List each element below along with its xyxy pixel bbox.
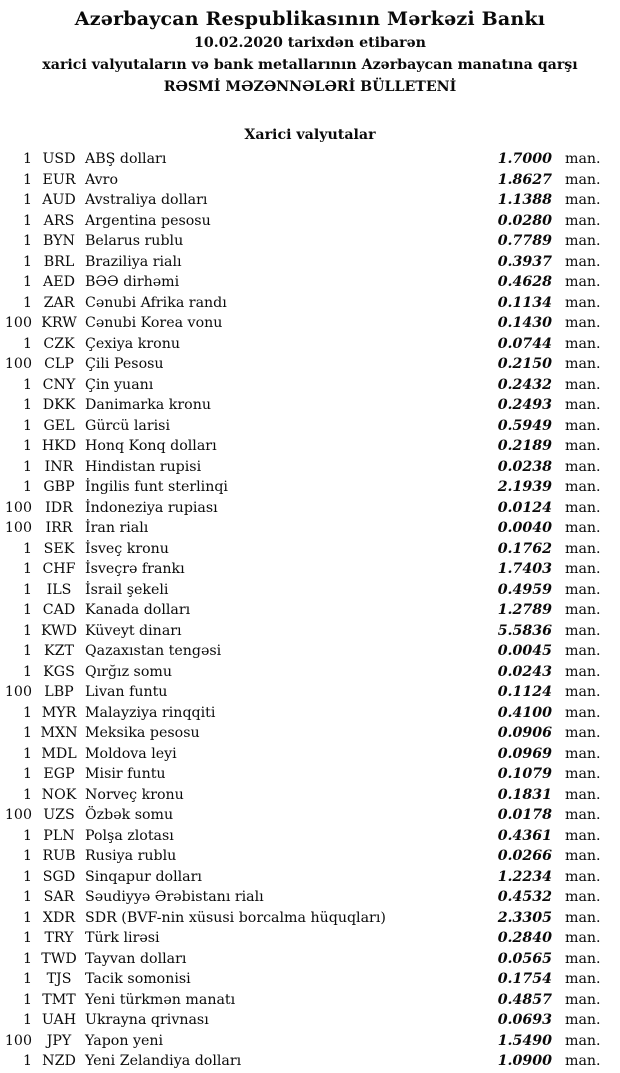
currency-quantity: 1	[22, 561, 32, 577]
currency-row	[0, 375, 620, 396]
currency-name: Tacik somonisi	[85, 971, 191, 987]
currency-quantity: 1	[22, 704, 32, 721]
currency-quantity: 100	[4, 356, 32, 372]
exchange-rate-value: 1.2234	[497, 868, 552, 885]
currency-row	[0, 580, 620, 601]
currency-quantity: 1	[22, 192, 32, 208]
currency-name: Argentina pesosu	[85, 212, 211, 229]
currency-row	[0, 826, 620, 847]
unit-label: man.	[565, 561, 601, 577]
exchange-rate-value: 0.2840	[497, 930, 552, 946]
unit-label: man.	[565, 540, 601, 557]
currency-name: Livan funtu	[85, 684, 168, 700]
unit-label: man.	[565, 786, 601, 803]
currency-code: USD	[42, 151, 76, 167]
currency-row	[0, 272, 620, 293]
currency-code: TMT	[42, 991, 76, 1008]
currency-code: SAR	[43, 889, 75, 905]
exchange-rate-value: 0.4532	[497, 889, 552, 905]
exchange-rate-value: 0.0178	[497, 807, 552, 823]
currency-quantity: 1	[22, 786, 32, 803]
unit-label: man.	[565, 889, 601, 905]
currency-code: MYR	[41, 704, 77, 721]
currency-row	[0, 785, 620, 806]
currency-name: Ukrayna qrivnası	[85, 1012, 209, 1028]
currency-name: İsveçrə frankı	[85, 561, 185, 577]
currency-quantity: 1	[22, 233, 32, 249]
currency-row	[0, 662, 620, 683]
currency-row	[0, 293, 620, 314]
currency-row	[0, 416, 620, 437]
unit-label: man.	[565, 581, 601, 598]
currency-name: Qırğız somu	[85, 663, 172, 680]
currency-quantity: 100	[4, 499, 32, 516]
exchange-rate-value: 1.1388	[497, 192, 552, 208]
currency-name: Tayvan dolları	[85, 950, 187, 967]
currency-quantity: 100	[4, 1032, 32, 1049]
exchange-rate-value: 0.4628	[497, 274, 552, 290]
currency-row	[0, 600, 620, 621]
currency-name: Kanada dolları	[85, 602, 191, 618]
currency-row	[0, 354, 620, 375]
currency-name: Avro	[85, 171, 119, 188]
currency-code: BRL	[43, 253, 75, 270]
currency-row	[0, 395, 620, 416]
exchange-rate-value: 0.2150	[497, 356, 552, 372]
currency-quantity: 100	[4, 684, 32, 700]
unit-label: man.	[565, 807, 601, 823]
exchange-rate-value: 0.4959	[497, 581, 552, 598]
unit-label: man.	[565, 1012, 601, 1028]
subtitle-line: xarici valyutaların və bank metallarının Azərbaycan manatına qarşı	[42, 57, 578, 73]
currency-name: ABŞ dolları	[85, 151, 167, 167]
unit-label: man.	[565, 909, 601, 926]
currency-quantity: 100	[4, 315, 32, 331]
currency-row	[0, 908, 620, 929]
unit-label: man.	[565, 848, 601, 864]
exchange-rate-value: 2.3305	[497, 909, 552, 926]
unit-label: man.	[565, 274, 601, 290]
currency-name: Qazaxıstan tengəsi	[85, 643, 222, 659]
currency-code: KZT	[44, 643, 74, 659]
currency-name: Danimarka kronu	[85, 397, 211, 413]
currency-row	[0, 498, 620, 519]
currency-code: TWD	[41, 950, 77, 967]
currency-quantity: 1	[22, 1012, 32, 1028]
currency-code: INR	[44, 458, 74, 475]
exchange-rate-value: 0.1124	[497, 684, 552, 700]
exchange-rate-value: 1.7000	[497, 151, 552, 167]
currency-quantity: 100	[4, 807, 32, 823]
currency-quantity: 1	[22, 438, 32, 454]
currency-row	[0, 969, 620, 990]
exchange-rate-value: 0.4361	[497, 827, 552, 844]
currency-code: NZD	[42, 1053, 76, 1069]
exchange-rate-value: 5.5836	[497, 622, 552, 639]
currency-name: Yeni Zelandiya dolları	[85, 1053, 242, 1069]
currency-quantity: 1	[22, 745, 32, 762]
currency-code: AUD	[42, 192, 76, 208]
unit-label: man.	[565, 971, 601, 987]
currency-quantity: 1	[22, 848, 32, 864]
unit-label: man.	[565, 294, 601, 311]
currency-code: RUB	[42, 848, 76, 864]
currency-row	[0, 539, 620, 560]
currency-quantity: 1	[22, 417, 32, 434]
currency-code: MDL	[41, 745, 77, 762]
unit-label: man.	[565, 499, 601, 516]
currency-row	[0, 764, 620, 785]
currency-row	[0, 621, 620, 642]
unit-label: man.	[565, 1032, 601, 1049]
unit-label: man.	[565, 212, 601, 229]
exchange-rate-value: 2.1939	[497, 479, 552, 495]
currency-row	[0, 436, 620, 457]
currency-row	[0, 744, 620, 765]
currency-name: Səudiyyə Ərəbistanı rialı	[85, 889, 264, 905]
currency-code: SEK	[43, 540, 75, 557]
exchange-rate-value: 0.0045	[497, 643, 552, 659]
currency-code: GBP	[43, 479, 75, 495]
unit-label: man.	[565, 663, 601, 680]
currency-quantity: 1	[22, 335, 32, 352]
unit-label: man.	[565, 827, 601, 844]
currency-quantity: 1	[22, 294, 32, 311]
currency-code: HKD	[41, 438, 77, 454]
unit-label: man.	[565, 868, 601, 885]
currency-code: ZAR	[43, 294, 75, 311]
currency-row	[0, 682, 620, 703]
currency-code: BYN	[43, 233, 75, 249]
unit-label: man.	[565, 479, 601, 495]
unit-label: man.	[565, 1053, 601, 1069]
currency-name: İngilis funt sterlinqi	[85, 479, 228, 495]
unit-label: man.	[565, 417, 601, 434]
exchange-rate-value: 0.1430	[497, 315, 552, 331]
currency-name: İsrail şekeli	[85, 581, 169, 598]
exchange-rate-value: 0.0906	[497, 725, 552, 741]
unit-label: man.	[565, 950, 601, 967]
currency-code: TJS	[46, 971, 72, 987]
currency-code: UZS	[43, 807, 75, 823]
unit-label: man.	[565, 171, 601, 188]
currency-quantity: 1	[22, 868, 32, 885]
currency-name: Belarus rublu	[85, 233, 184, 249]
currency-quantity: 1	[22, 827, 32, 844]
currency-name: Avstraliya dolları	[85, 192, 208, 208]
currency-quantity: 1	[22, 1053, 32, 1069]
currency-row	[0, 887, 620, 908]
currency-name: Polşa zlotası	[85, 827, 174, 844]
exchange-rate-value: 0.2493	[497, 397, 552, 413]
currency-rates-table	[0, 149, 620, 1072]
currency-name: İsveç kronu	[85, 540, 169, 557]
currency-name: Cənubi Afrika randı	[85, 294, 227, 311]
currency-code: CHF	[42, 561, 76, 577]
exchange-rate-value: 1.2789	[497, 602, 552, 618]
currency-quantity: 1	[22, 971, 32, 987]
unit-label: man.	[565, 438, 601, 454]
currency-code: AED	[43, 274, 75, 290]
unit-label: man.	[565, 315, 601, 331]
exchange-rate-value: 0.3937	[497, 253, 552, 270]
currency-row	[0, 1031, 620, 1052]
currency-name: Gürcü larisi	[85, 417, 170, 434]
currency-row	[0, 990, 620, 1011]
exchange-rate-value: 0.5949	[497, 417, 552, 434]
currency-name: Sinqapur dolları	[85, 868, 202, 885]
unit-label: man.	[565, 622, 601, 639]
currency-code: UAH	[41, 1012, 77, 1028]
exchange-rate-value: 0.4100	[497, 704, 552, 721]
unit-label: man.	[565, 376, 601, 393]
unit-label: man.	[565, 253, 601, 270]
currency-row	[0, 1051, 620, 1072]
currency-row	[0, 149, 620, 170]
currency-quantity: 1	[22, 889, 32, 905]
currency-quantity: 100	[4, 520, 32, 536]
currency-row	[0, 457, 620, 478]
currency-row	[0, 805, 620, 826]
currency-quantity: 1	[22, 253, 32, 270]
currency-row	[0, 170, 620, 191]
currency-name: Malayziya rinqqiti	[85, 704, 216, 721]
unit-label: man.	[565, 458, 601, 475]
currency-code: ILS	[46, 581, 72, 598]
unit-label: man.	[565, 684, 601, 700]
exchange-rate-value: 1.8627	[497, 171, 552, 188]
exchange-rate-value: 0.0693	[497, 1012, 552, 1028]
currency-row	[0, 949, 620, 970]
currency-code: PLN	[43, 827, 75, 844]
currency-quantity: 1	[22, 622, 32, 639]
bulletin-title: RƏSMİ MƏZƏNNƏLƏRİ BÜLLETENİ	[163, 79, 457, 95]
exchange-rate-value: 0.1134	[497, 294, 552, 311]
currency-row	[0, 518, 620, 539]
currency-row	[0, 252, 620, 273]
currency-quantity: 1	[22, 479, 32, 495]
exchange-rate-value: 0.2432	[497, 376, 552, 393]
currency-row	[0, 928, 620, 949]
currency-quantity: 1	[22, 663, 32, 680]
currency-quantity: 1	[22, 643, 32, 659]
currency-quantity: 1	[22, 766, 32, 782]
exchange-rate-value: 0.0969	[497, 745, 552, 762]
currency-name: Meksika pesosu	[85, 725, 200, 741]
currency-quantity: 1	[22, 581, 32, 598]
currency-name: Misir funtu	[85, 766, 166, 782]
currency-name: Cənubi Korea vonu	[85, 315, 223, 331]
unit-label: man.	[565, 725, 601, 741]
section-title-foreign-currencies: Xarici valyutalar	[244, 127, 376, 143]
currency-name: Hindistan rupisi	[85, 458, 202, 475]
currency-row	[0, 559, 620, 580]
exchange-rate-value: 0.0243	[497, 663, 552, 680]
currency-row	[0, 641, 620, 662]
exchange-rate-value: 0.1762	[497, 540, 552, 557]
currency-code: EGP	[43, 766, 75, 782]
currency-quantity: 1	[22, 930, 32, 946]
currency-row	[0, 231, 620, 252]
exchange-rate-value: 0.1831	[497, 786, 552, 803]
currency-name: BƏƏ dirhəmi	[85, 274, 180, 290]
currency-code: CNY	[42, 376, 76, 393]
effective-date-line: 10.02.2020 tarixdən etibarən	[194, 35, 426, 51]
currency-quantity: 1	[22, 376, 32, 393]
currency-name: Çin yuanı	[85, 376, 154, 393]
exchange-rate-value: 0.1079	[497, 766, 552, 782]
unit-label: man.	[565, 745, 601, 762]
currency-name: Braziliya rialı	[85, 253, 182, 270]
currency-name: İran rialı	[85, 520, 149, 536]
exchange-rate-value: 0.0744	[497, 335, 552, 352]
currency-name: Honq Konq dolları	[85, 438, 217, 454]
currency-name: Çili Pesosu	[85, 356, 164, 372]
currency-code: CAD	[42, 602, 76, 618]
currency-code: NOK	[41, 786, 77, 803]
currency-row	[0, 334, 620, 355]
currency-row	[0, 477, 620, 498]
currency-code: XDR	[42, 909, 76, 926]
currency-quantity: 1	[22, 458, 32, 475]
currency-name: Yeni türkmən manatı	[85, 991, 236, 1008]
currency-code: CLP	[44, 356, 74, 372]
unit-label: man.	[565, 335, 601, 352]
currency-quantity: 1	[22, 950, 32, 967]
unit-label: man.	[565, 356, 601, 372]
currency-quantity: 1	[22, 151, 32, 167]
currency-quantity: 1	[22, 725, 32, 741]
exchange-rate-value: 0.0040	[497, 520, 552, 536]
currency-code: LBP	[44, 684, 74, 700]
unit-label: man.	[565, 397, 601, 413]
unit-label: man.	[565, 930, 601, 946]
currency-quantity: 1	[22, 909, 32, 926]
currency-row	[0, 723, 620, 744]
currency-row	[0, 313, 620, 334]
currency-name: SDR (BVF-nin xüsusi borcalma hüquqları)	[85, 909, 386, 926]
currency-quantity: 1	[22, 991, 32, 1008]
currency-row	[0, 211, 620, 232]
currency-code: KWD	[40, 622, 78, 639]
exchange-rate-value: 0.4857	[497, 991, 552, 1008]
currency-code: KGS	[43, 663, 75, 680]
currency-row	[0, 190, 620, 211]
exchange-rate-value: 0.2189	[497, 438, 552, 454]
unit-label: man.	[565, 233, 601, 249]
currency-row	[0, 846, 620, 867]
exchange-rate-value: 1.7403	[497, 561, 552, 577]
currency-code: KRW	[41, 315, 77, 331]
currency-name: Norveç kronu	[85, 786, 184, 803]
unit-label: man.	[565, 766, 601, 782]
currency-quantity: 1	[22, 397, 32, 413]
currency-code: CZK	[43, 335, 75, 352]
bank-name-title: Azərbaycan Respublikasının Mərkəzi Bankı	[74, 8, 546, 30]
exchange-rate-value: 0.0238	[497, 458, 552, 475]
currency-code: SGD	[42, 868, 76, 885]
currency-quantity: 1	[22, 602, 32, 618]
currency-quantity: 1	[22, 171, 32, 188]
unit-label: man.	[565, 602, 601, 618]
currency-code: TRY	[44, 930, 74, 946]
exchange-rate-value: 0.0565	[497, 950, 552, 967]
exchange-rate-value: 0.1754	[497, 971, 552, 987]
currency-code: GEL	[43, 417, 75, 434]
currency-name: Çexiya kronu	[85, 335, 180, 352]
unit-label: man.	[565, 704, 601, 721]
currency-code: EUR	[42, 171, 76, 188]
currency-code: MXN	[40, 725, 78, 741]
currency-name: İndoneziya rupiası	[85, 499, 218, 516]
bulletin-header	[0, 0, 620, 98]
unit-label: man.	[565, 643, 601, 659]
exchange-rate-value: 0.0266	[497, 848, 552, 864]
currency-quantity: 1	[22, 274, 32, 290]
currency-code: ARS	[43, 212, 75, 229]
currency-quantity: 1	[22, 540, 32, 557]
unit-label: man.	[565, 151, 601, 167]
exchange-rate-value: 1.0900	[497, 1053, 552, 1069]
currency-row	[0, 867, 620, 888]
currency-code: JPY	[46, 1032, 72, 1049]
currency-name: Türk lirəsi	[85, 930, 160, 946]
currency-code: IDR	[45, 499, 73, 516]
currency-row	[0, 1010, 620, 1031]
currency-code: DKK	[42, 397, 76, 413]
currency-name: Küveyt dinarı	[85, 622, 182, 639]
currency-name: Yapon yeni	[85, 1032, 164, 1049]
unit-label: man.	[565, 192, 601, 208]
currency-name: Moldova leyi	[85, 745, 177, 762]
exchange-rate-value: 0.0280	[497, 212, 552, 229]
currency-row	[0, 703, 620, 724]
exchange-rate-value: 1.5490	[497, 1032, 552, 1049]
exchange-rate-value: 0.0124	[497, 499, 552, 516]
currency-quantity: 1	[22, 212, 32, 229]
currency-name: Rusiya rublu	[85, 848, 177, 864]
currency-code: IRR	[45, 520, 73, 536]
exchange-rate-value: 0.7789	[497, 233, 552, 249]
currency-name: Özbək somu	[85, 807, 174, 823]
unit-label: man.	[565, 991, 601, 1008]
unit-label: man.	[565, 520, 601, 536]
